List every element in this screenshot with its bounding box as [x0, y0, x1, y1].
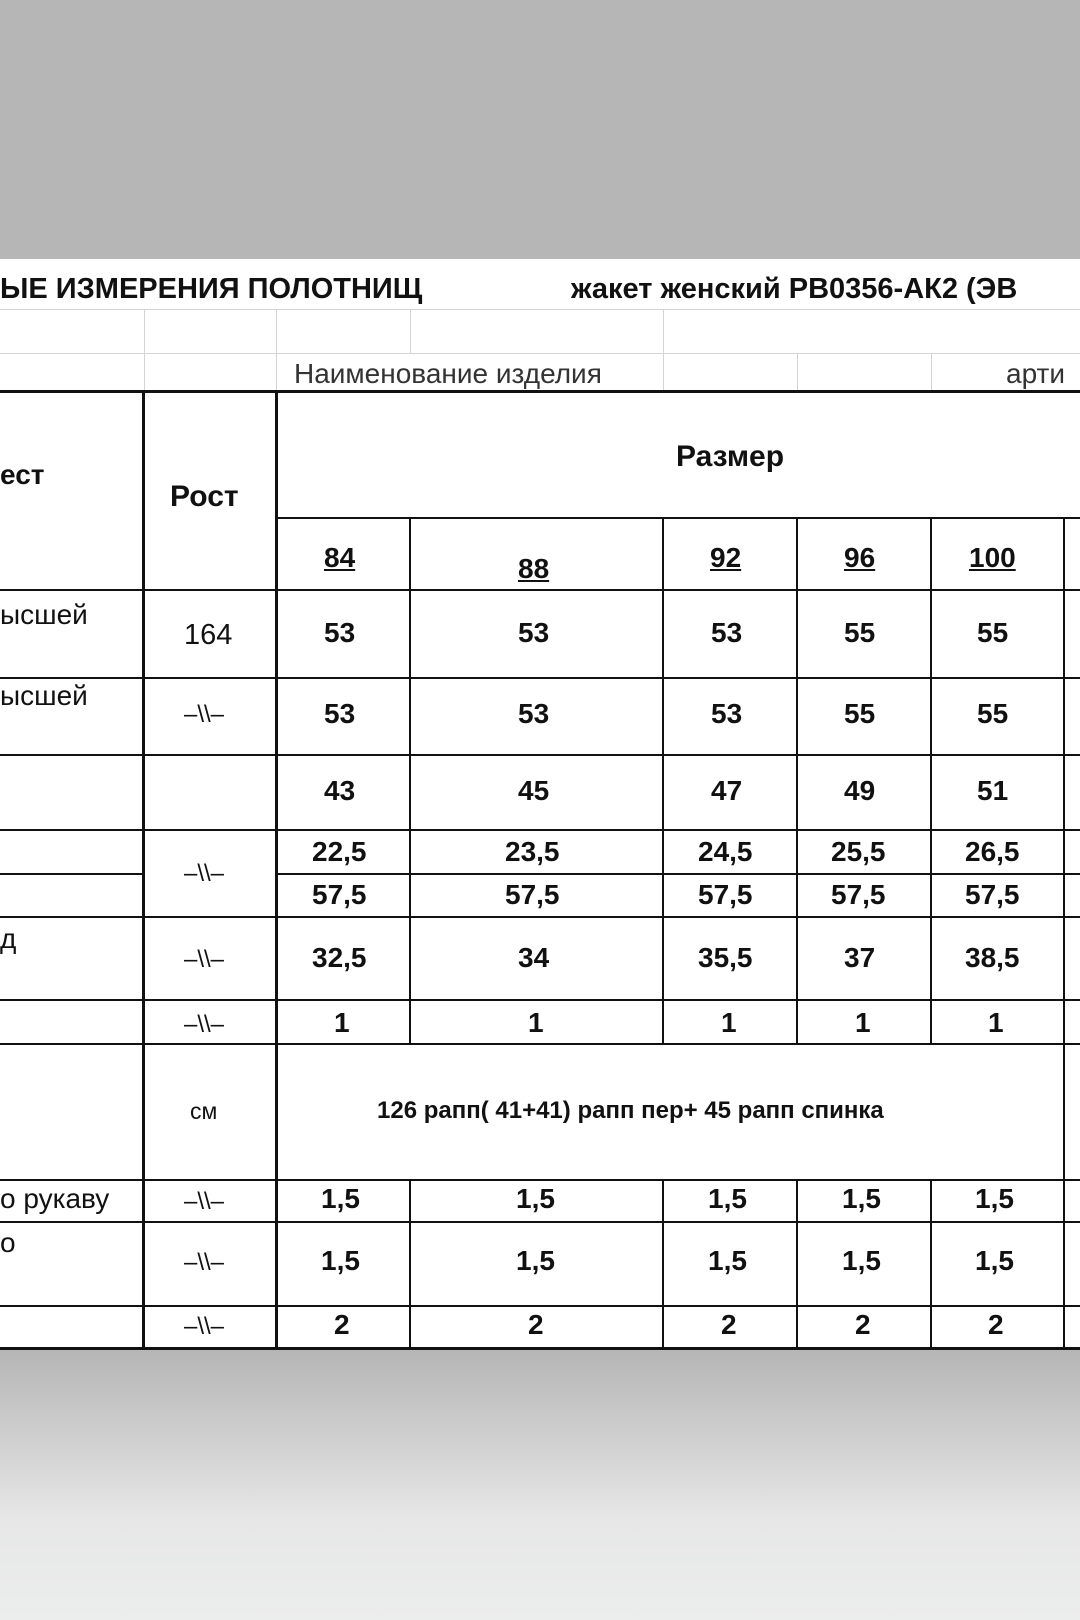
table-cell: 2	[721, 1309, 737, 1340]
table-cell: 1	[855, 1007, 871, 1038]
table-cell: 1	[721, 1007, 737, 1038]
table-cell: 34	[518, 942, 550, 973]
grid-line	[0, 353, 1080, 354]
table-border	[0, 999, 1080, 1001]
sheet-title-part1: ЫЕ ИЗМЕРЕНИЯ ПОЛОТНИЩ	[0, 273, 423, 305]
table-cell: 37	[844, 942, 876, 973]
table-cell: 1,5	[516, 1183, 555, 1214]
table-cell: 35,5	[698, 942, 753, 973]
table-border	[0, 873, 144, 875]
rost-ditto: –\\–	[184, 1011, 225, 1038]
table-cell: 53	[518, 617, 550, 648]
size-header: 100	[969, 542, 1016, 573]
row-label: о	[0, 1227, 16, 1258]
table-border	[796, 1179, 798, 1350]
table-cell: 24,5	[698, 836, 753, 867]
table-border	[662, 1179, 664, 1350]
rost-ditto: –\\–	[184, 1313, 225, 1340]
table-border	[1063, 517, 1065, 1350]
table-border	[0, 1043, 1080, 1045]
grid-line	[663, 309, 664, 391]
table-cell: 22,5	[312, 836, 367, 867]
grid-line	[931, 353, 932, 391]
table-border	[275, 390, 278, 1350]
table-cell: 57,5	[505, 879, 560, 910]
table-cell: 1,5	[708, 1245, 747, 1276]
article-label: арти	[1006, 358, 1065, 389]
table-border	[276, 517, 1080, 519]
table-cell: 55	[844, 617, 876, 648]
table-cell: 1,5	[708, 1183, 747, 1214]
table-border	[142, 390, 145, 1350]
rost-ditto: –\\–	[184, 1249, 225, 1276]
table-cell: 57,5	[831, 879, 886, 910]
table-border	[0, 589, 1080, 591]
table-cell: 57,5	[698, 879, 753, 910]
table-cell: 1,5	[842, 1183, 881, 1214]
table-cell: 1,5	[516, 1245, 555, 1276]
table-cell: 57,5	[312, 879, 367, 910]
table-border	[930, 517, 932, 1043]
table-border	[276, 873, 1080, 875]
rost-ditto: –\\–	[184, 946, 225, 973]
table-cell: 43	[324, 775, 356, 806]
table-border	[796, 517, 798, 1043]
col-header-first: ест	[0, 459, 45, 490]
table-border	[0, 754, 1080, 756]
col-header-rost: Рост	[170, 480, 239, 513]
table-cell: 1	[988, 1007, 1004, 1038]
table-border	[0, 390, 1080, 393]
table-cell: 57,5	[965, 879, 1020, 910]
table-border	[0, 1179, 1080, 1181]
table-border	[0, 1347, 1080, 1350]
table-cell: 2	[988, 1309, 1004, 1340]
grid-line	[797, 353, 798, 391]
table-cell: 55	[977, 698, 1009, 729]
sheet-title-part2: жакет женский РВ0356-АК2 (ЭВ	[571, 273, 1018, 305]
table-cell: 26,5	[965, 836, 1020, 867]
table-border	[409, 517, 411, 1043]
table-cell: 1	[334, 1007, 350, 1038]
table-cell: 53	[518, 698, 550, 729]
table-cell: 32,5	[312, 942, 367, 973]
rost-ditto: –\\–	[184, 1188, 225, 1215]
row-label: о рукаву	[0, 1183, 110, 1214]
spreadsheet-sheet	[0, 259, 1080, 1350]
table-cell: 2	[528, 1309, 544, 1340]
table-cell: 53	[711, 617, 743, 648]
rost-ditto: –\\–	[184, 860, 225, 887]
product-name-label: Наименование изделия	[294, 358, 602, 389]
table-cell: 1,5	[842, 1245, 881, 1276]
row-label: ысшей	[0, 680, 88, 711]
table-cell: 45	[518, 775, 550, 806]
table-cell: 38,5	[965, 942, 1020, 973]
table-cell: 47	[711, 775, 743, 806]
table-cell: 49	[844, 775, 876, 806]
merged-cell-note: 126 рапп( 41+41) рапп пер+ 45 рапп спинка	[377, 1097, 884, 1124]
row-label: д	[0, 923, 17, 954]
row-label: ысшей	[0, 599, 88, 630]
table-cell: 51	[977, 775, 1009, 806]
rost-value: 164	[184, 619, 233, 651]
table-cell: 2	[334, 1309, 350, 1340]
grid-line	[144, 309, 145, 391]
grid-line	[0, 309, 1080, 310]
table-cell: 23,5	[505, 836, 560, 867]
table-cell: 53	[711, 698, 743, 729]
table-cell: 1,5	[975, 1183, 1014, 1214]
col-header-razmer: Размер	[676, 440, 785, 473]
table-cell: 1,5	[321, 1183, 360, 1214]
table-cell: 55	[977, 617, 1009, 648]
table-cell: 53	[324, 698, 356, 729]
table-border	[0, 916, 1080, 918]
table-border	[0, 677, 1080, 679]
table-border	[0, 1221, 1080, 1223]
grid-line	[276, 309, 277, 391]
size-header: 96	[844, 542, 876, 573]
table-cell: 1	[528, 1007, 544, 1038]
table-cell: 53	[324, 617, 356, 648]
table-cell: 1,5	[321, 1245, 360, 1276]
table-border	[662, 517, 664, 1043]
table-cell: 55	[844, 698, 876, 729]
table-cell: 1,5	[975, 1245, 1014, 1276]
table-cell: 25,5	[831, 836, 886, 867]
table-cell: 2	[855, 1309, 871, 1340]
rost-unit: см	[190, 1098, 218, 1124]
table-border	[0, 1305, 1080, 1307]
table-border	[409, 1179, 411, 1350]
rost-ditto: –\\–	[184, 701, 225, 728]
size-header: 88	[518, 553, 550, 584]
grid-line	[410, 309, 411, 353]
table-border	[930, 1179, 932, 1350]
table-border	[0, 829, 1080, 831]
size-header: 92	[710, 542, 742, 573]
size-header: 84	[324, 542, 356, 573]
